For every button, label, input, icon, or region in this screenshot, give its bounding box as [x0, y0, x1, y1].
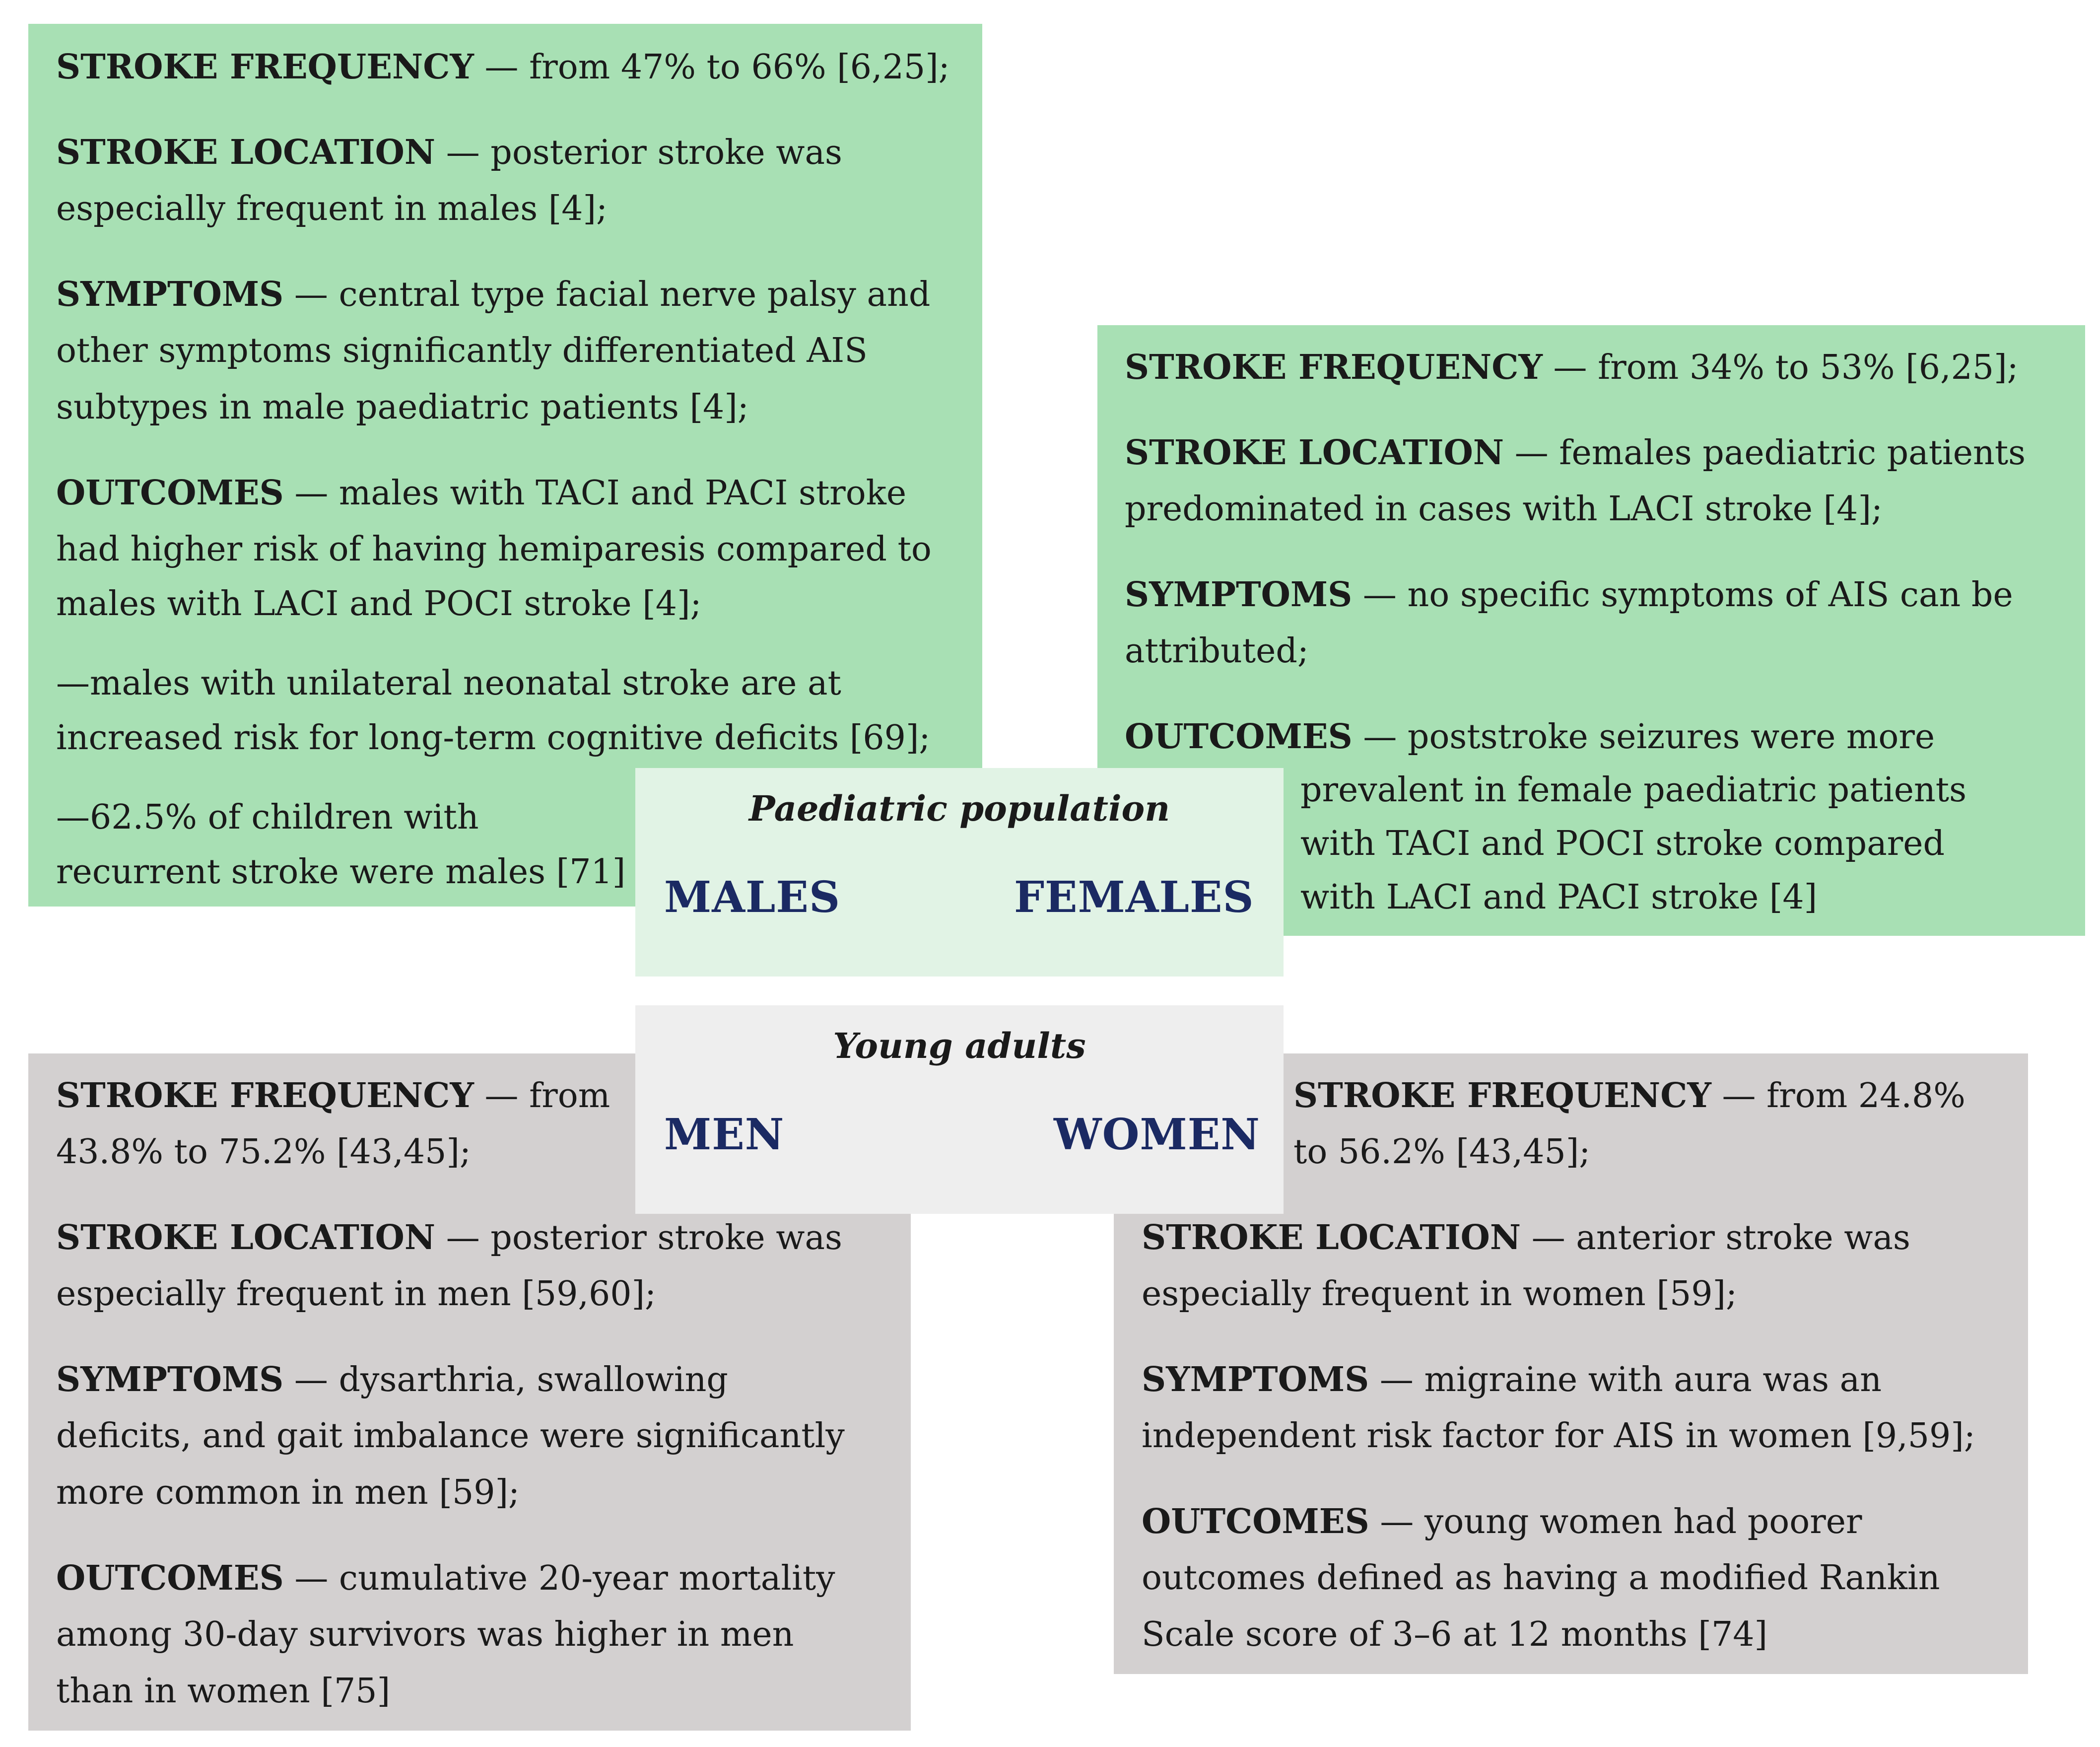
males-symptoms-cont1: other symptoms significantly differentiated AIS — [56, 331, 868, 370]
women-frequency: STROKE FREQUENCY — from 24.8% — [1293, 1076, 1965, 1116]
females-symptoms: SYMPTOMS — no specific symptoms of AIS can be — [1125, 575, 2013, 615]
males-neonatal-note: —males with unilateral neonatal stroke are at — [56, 664, 841, 703]
men-outcomes: OUTCOMES — cumulative 20-year mortality — [56, 1558, 835, 1598]
males-outcomes-cont1: had higher risk of having hemiparesis compared to — [56, 530, 932, 569]
paediatric-population-label — [635, 768, 1284, 977]
men-frequency-cont: 43.8% to 75.2% [43,45]; — [56, 1132, 471, 1172]
females-location: STROKE LOCATION — females paediatric patients — [1125, 433, 2026, 473]
women-symptoms-cont: independent risk factor for AIS in women [9,59]; — [1142, 1416, 1975, 1456]
males-frequency: STROKE FREQUENCY — from 47% to 66% [6,25]; — [56, 47, 950, 87]
females-label: FEMALES — [1014, 872, 1254, 922]
males-recurrent-note-cont: recurrent stroke were males [71] — [56, 852, 626, 892]
females-symptoms-cont: attributed; — [1125, 631, 1309, 671]
women-outcomes: OUTCOMES — young women had poorer — [1142, 1502, 1862, 1541]
males-outcomes: OUTCOMES — males with TACI and PACI stroke — [56, 473, 907, 513]
females-outcomes: OUTCOMES — poststroke seizures were more — [1125, 717, 1935, 757]
males-recurrent-note: —62.5% of children with — [56, 798, 479, 837]
women-outcomes-cont2: Scale score of 3–6 at 12 months [74] — [1142, 1615, 1768, 1654]
men-symptoms-cont2: more common in men [59]; — [56, 1473, 520, 1512]
males-symptoms-cont2: subtypes in male paediatric patients [4]; — [56, 388, 749, 427]
women-location-cont: especially frequent in women [59]; — [1142, 1274, 1737, 1314]
paediatric-population-title: Paediatric population — [748, 788, 1170, 829]
men-outcomes-cont2: than in women [75] — [56, 1672, 391, 1711]
men-location-cont: especially frequent in men [59,60]; — [56, 1274, 656, 1314]
males-outcomes-cont2: males with LACI and POCI stroke [4]; — [56, 584, 702, 624]
men-label: MEN — [664, 1110, 785, 1160]
males-label: MALES — [664, 872, 841, 922]
women-outcomes-cont1: outcomes defined as having a modified Rankin — [1142, 1558, 1940, 1598]
males-neonatal-note-cont: increased risk for long-term cognitive deficits [69]; — [56, 718, 931, 758]
young-adults-label — [635, 1005, 1284, 1214]
females-outcomes-cont1: prevalent in female paediatric patients — [1300, 770, 1966, 810]
males-symptoms: SYMPTOMS — central type facial nerve palsy and — [56, 275, 931, 314]
females-outcomes-cont2: with TACI and POCI stroke compared — [1300, 824, 1945, 863]
females-location-cont: predominated in cases with LACI stroke [4]; — [1125, 489, 1883, 529]
women-frequency-cont: to 56.2% [43,45]; — [1293, 1132, 1591, 1172]
females-outcomes-cont3: with LACI and PACI stroke [4] — [1300, 878, 1818, 917]
females-frequency: STROKE FREQUENCY — from 34% to 53% [6,25]; — [1125, 348, 2019, 387]
women-location: STROKE LOCATION — anterior stroke was — [1142, 1218, 1910, 1258]
males-location: STROKE LOCATION — posterior stroke was — [56, 133, 842, 172]
young-adults-title: Young adults — [833, 1025, 1086, 1066]
men-frequency: STROKE FREQUENCY — from — [56, 1076, 610, 1116]
men-symptoms-cont1: deficits, and gait imbalance were significantly — [56, 1416, 845, 1456]
males-location-cont: especially frequent in males [4]; — [56, 189, 608, 228]
men-outcomes-cont1: among 30-day survivors was higher in men — [56, 1615, 794, 1654]
men-symptoms: SYMPTOMS — dysarthria, swallowing — [56, 1360, 728, 1399]
women-symptoms: SYMPTOMS — migraine with aura was an — [1142, 1360, 1882, 1399]
men-location: STROKE LOCATION — posterior stroke was — [56, 1218, 842, 1258]
women-label: WOMEN — [1054, 1110, 1260, 1160]
